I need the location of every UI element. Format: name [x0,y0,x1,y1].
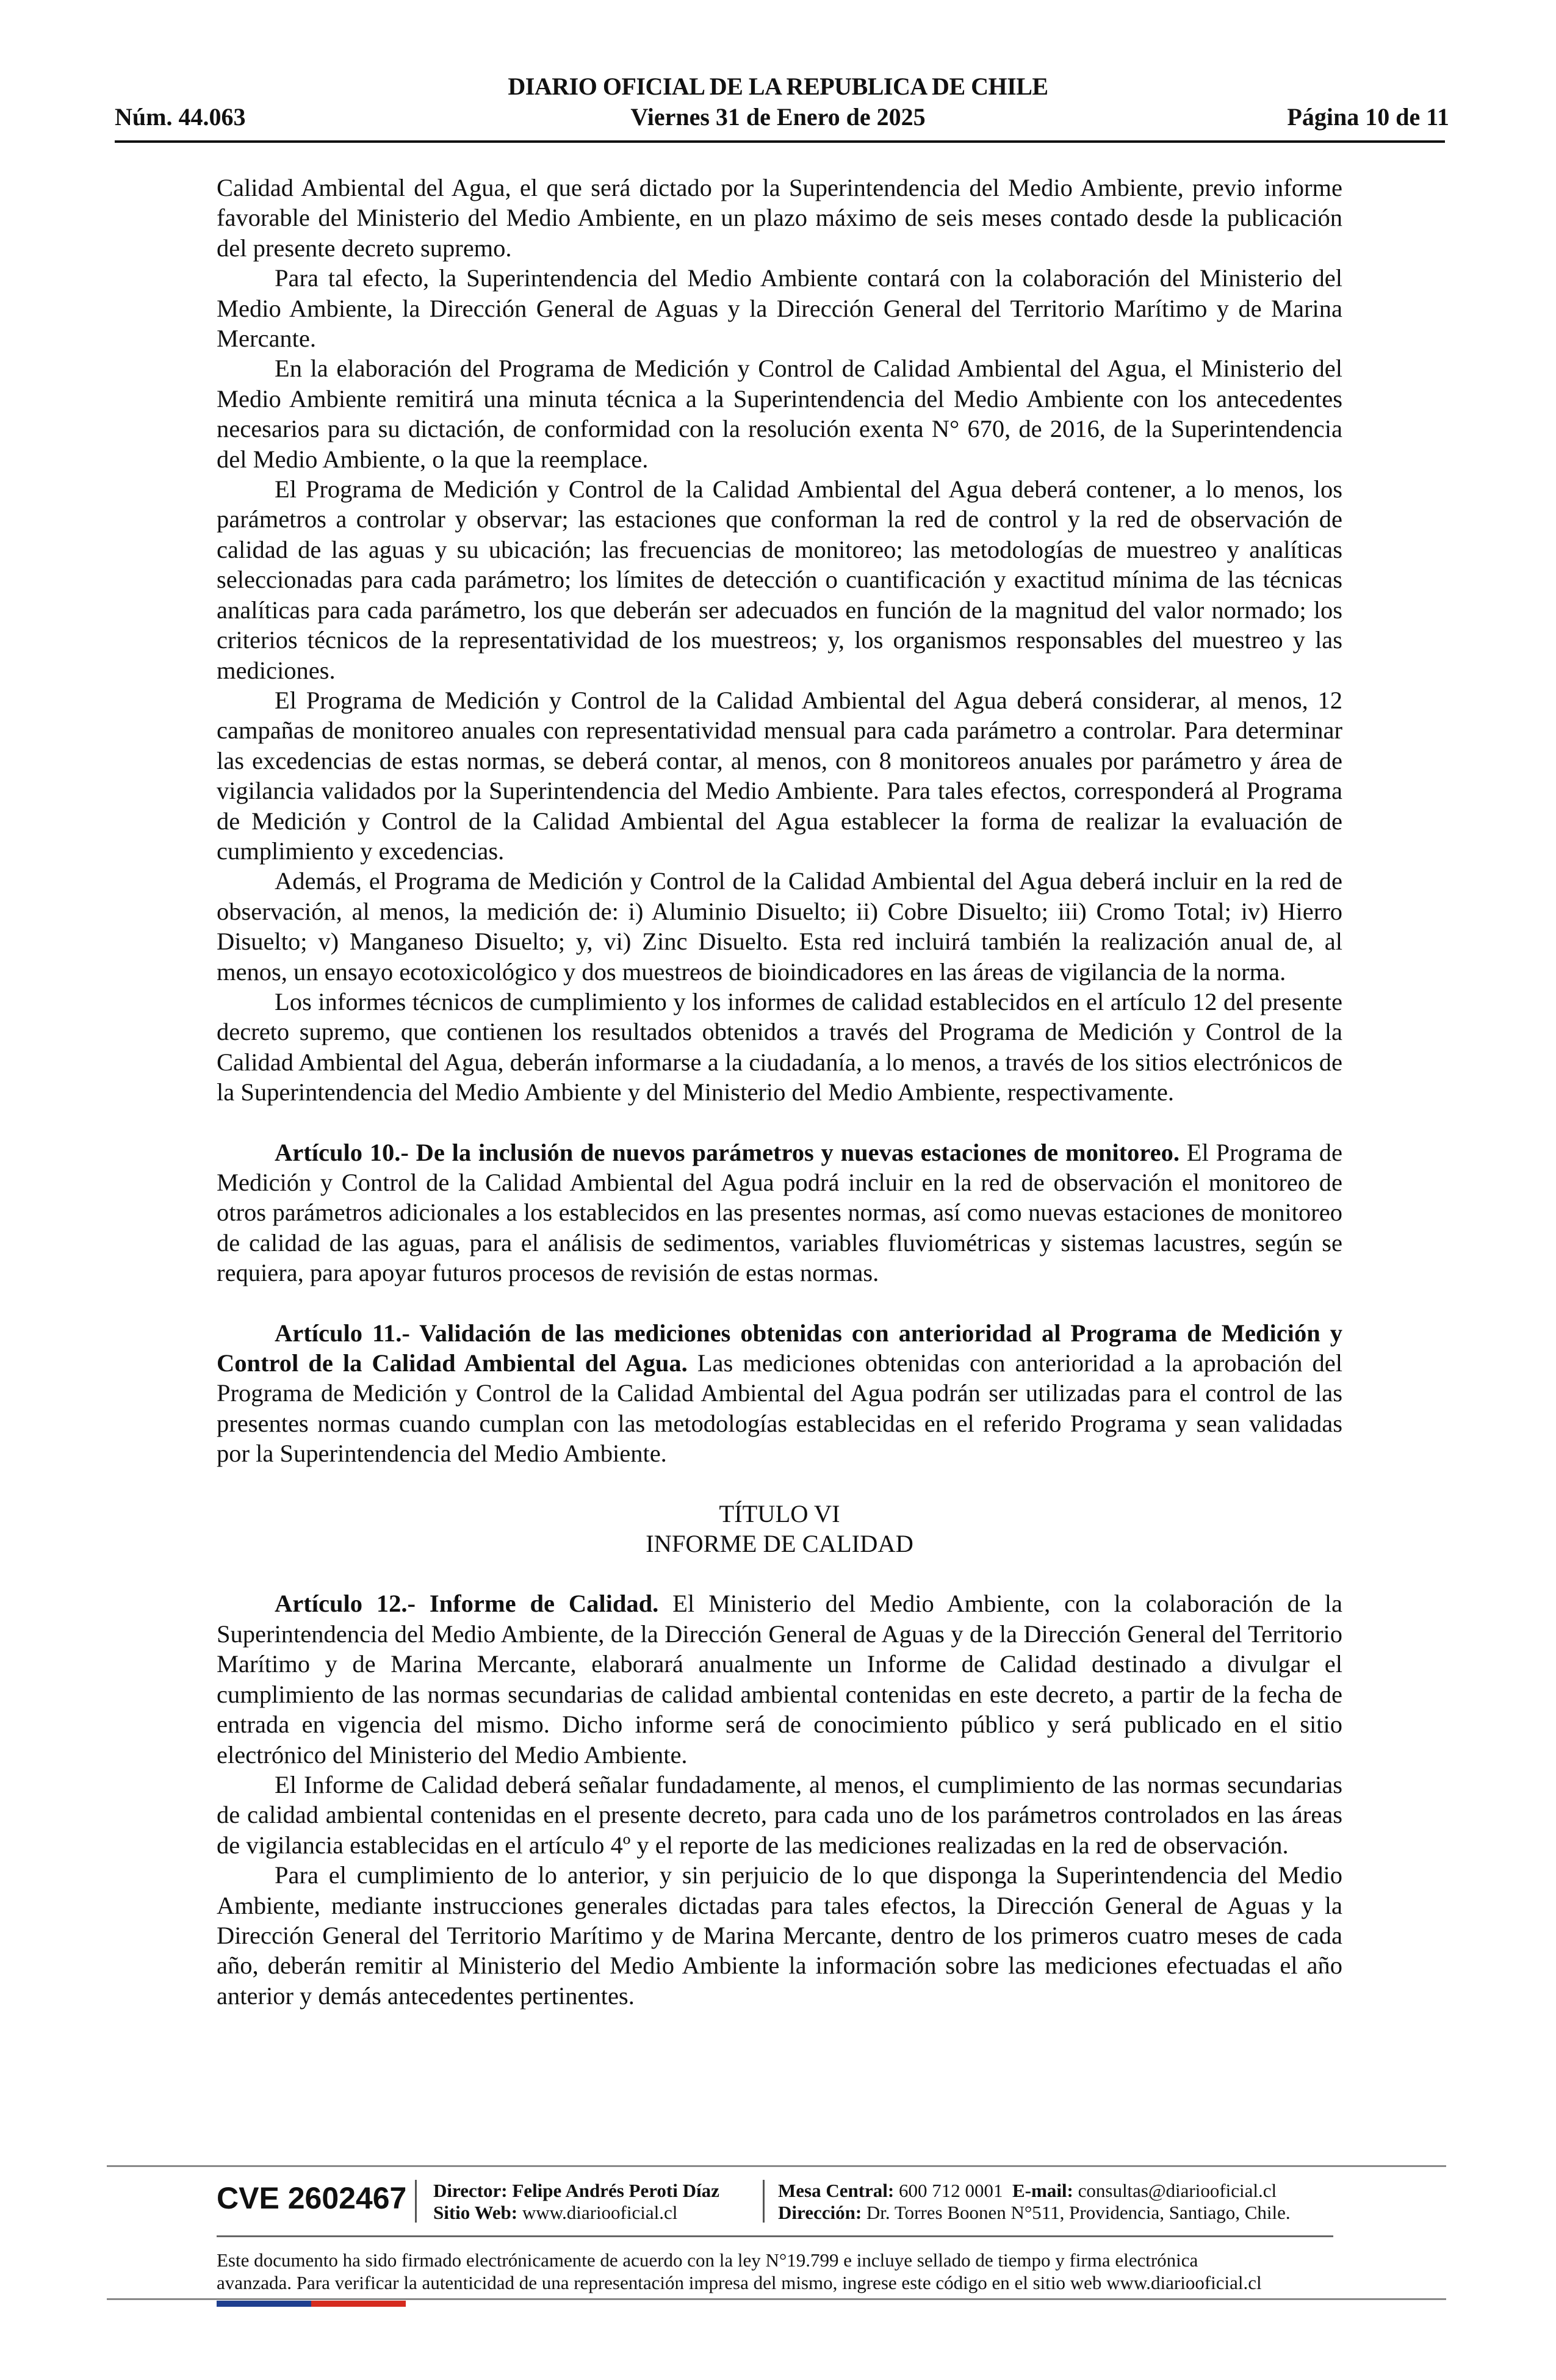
paragraph: El Informe de Calidad deberá señalar fundadamente, al menos, el cumplimiento de las normas secundarias de calidad ambiental contenidas en el presente decreto, para cada uno de los parámetros controlados en las áreas de vigilancia establecidas en el artículo 4º y el reporte de las mediciones realizadas en la red de observación. [217,1770,1342,1859]
footer-director-block [433,2180,719,2224]
flag-stripe-blue [217,2301,311,2307]
mesa-phone: 600 712 0001 [899,2180,1003,2201]
section-number: TÍTULO VI [719,1499,840,1527]
article-12-text: El Ministerio del Medio Ambiente, con la colaboración de la Superintendencia del Medio Ambiente, de la Dirección General de Aguas y de la Dirección General del Territorio Marítimo y de Marina Mercante, elaborará anualmente un Informe de Calidad destinado a divulgar el cumplimiento de las normas secundarias de calidad ambiental contenidas en este decreto, a partir de la fecha de entrada en vigencia del mismo. Dicho informe será de conocimiento público y será publicado en el sitio electrónico del Ministerio del Medio Ambiente. [217,1590,1342,1769]
paragraph: El Programa de Medición y Control de la Calidad Ambiental del Agua deberá considerar, al menos, 12 campañas de monitoreo anuales con representatividad mensual para cada parámetro a controlar. Para determinar las excedencias de estas normas, se deberá contar, al menos, con 8 monitoreos anuales por parámetro y área de vigilancia validados por la Superintendencia del Medio Ambiente. Para tales efectos, corresponderá al Programa de Medición y Control de la Calidad Ambiental del Agua establecer la forma de realizar la evaluación de cumplimiento y excedencias. [217,686,1342,865]
flag-stripe-red [311,2301,406,2307]
article-10-text: El Programa de Medición y Control de la Calidad Ambiental del Agua podrá incluir en la red de observación el monitoreo de otros parámetros adicionales a los establecidos en las presentes normas, así como nuevas estaciones de monitoreo de calidad de las aguas, para el análisis de sedimentos, variables fluviométricas y sistemas lacustres, según se requiera, para apoyar futuros procesos de revisión de estas normas. [217,1138,1343,1287]
paragraph: Además, el Programa de Medición y Control de la Calidad Ambiental del Agua deberá incluir en la red de observación, al menos, la medición de: i) Aluminio Disuelto; ii) Cobre Disuelto; iii) Cromo Total; iv) Hierro Disuelto; v) Manganeso Disuelto; y, vi) Zinc Disuelto. Esta red incluirá también la realización anual de, al menos, un ensayo ecotoxicológico y dos muestreos de bioindicadores en las áreas de vigilancia de la norma. [217,867,1342,986]
section-name: INFORME DE CALIDAD [646,1530,913,1558]
mesa-label: Mesa Central: [778,2180,895,2201]
site-label: Sitio Web: [433,2202,518,2223]
footer-separator [415,2180,417,2223]
article-11-text: Las mediciones obtenidas con anterioridad a la aprobación del Programa de Medición y Control de la Calidad Ambiental del Agua podrán ser utilizadas para el control de las presentes normas cuando cumplan con las metodologías establecidas en el referido Programa y sean validadas por la Superintendencia del Medio Ambiente. [217,1349,1342,1468]
article-11 [217,1318,1342,1469]
director-name: Felipe Andrés Peroti Díaz [512,2180,719,2201]
paragraph: Para tal efecto, la Superintendencia del Medio Ambiente contará con la colaboración del Ministerio del Medio Ambiente, la Dirección General de Aguas y la Dirección General del Territorio Marítimo y de Marina Mercante. [217,264,1342,353]
header-divider [115,140,1445,143]
email-label: E-mail: [1012,2180,1073,2201]
paragraph: Los informes técnicos de cumplimiento y los informes de calidad establecidos en el artículo 12 del presente decreto supremo, que contienen los resultados obtenidos a través del Programa de Medición y Control de la Calidad Ambiental del Agua, deberán informarse a la ciudadanía, a lo menos, a través de los sitios electrónicos de la Superintendencia del Medio Ambiente y del Ministerio del Medio Ambiente, respectivamente. [217,987,1342,1106]
footer-separator [763,2180,765,2223]
article-10 [217,1138,1342,1288]
email-link[interactable]: consultas@diariooficial.cl [1078,2180,1277,2201]
cve-code: CVE 2602467 [217,2181,407,2215]
article-body [217,173,1342,2011]
footer-divider-middle [217,2235,1333,2237]
article-12-title: Artículo 12.- Informe de Calidad. [275,1590,659,1618]
article-10-title: Artículo 10.- De la inclusión de nuevos parámetros y nuevas estaciones de monitoreo. [275,1138,1180,1166]
issue-number: Núm. 44.063 [115,103,246,131]
legal-line: avanzada. Para verificar la autenticidad de una representación impresa del mismo, ingrese este código en el sitio web www.diariooficial.cl [217,2272,1262,2293]
footer-divider-bottom [107,2298,1446,2300]
legal-line: Este documento ha sido firmado electrónicamente de acuerdo con la ley N°19.799 e incluye sellado de tiempo y firma electrónica [217,2249,1198,2271]
legal-notice [217,2249,1376,2294]
section-title [217,1499,1342,1559]
issue-date: Viernes 31 de Enero de 2025 [630,103,926,131]
paragraph: En la elaboración del Programa de Medición y Control de Calidad Ambiental del Agua, el Ministerio del Medio Ambiente remitirá una minuta técnica a la Superintendencia del Medio Ambiente con los antecedentes necesarios para su dictación, de conformidad con la resolución exenta N° 670, de 2016, de la Superintendencia del Medio Ambiente, o la que la reemplace. [217,355,1342,473]
address-label: Dirección: [778,2202,862,2223]
site-link[interactable]: www.diariooficial.cl [522,2202,678,2223]
footer-divider-top [107,2165,1446,2167]
paragraph: Calidad Ambiental del Agua, el que será dictado por la Superintendencia del Medio Ambiente, previo informe favorable del Ministerio del Medio Ambiente, en un plazo máximo de seis meses contado desde la publicación del presente decreto supremo. [217,174,1342,262]
article-11-title: Artículo 11.- Validación de las mediciones obtenidas con anterioridad al Programa de Medición y Control de la Calidad Ambiental del Agua. [217,1319,1342,1377]
address: Dr. Torres Boonen N°511, Providencia, Santiago, Chile. [866,2202,1291,2223]
paragraph: Para el cumplimiento de lo anterior, y sin perjuicio de lo que disponga la Superintendencia del Medio Ambiente, mediante instrucciones generales dictadas para tales efectos, la Dirección General de Aguas y la Dirección General del Territorio Marítimo y de Marina Mercante, dentro de los primeros cuatro meses de cada año, deberán remitir al Ministerio del Medio Ambiente la información sobre las mediciones efectuadas el año anterior y demás antecedentes pertinentes. [217,1861,1342,2010]
newspaper-title: DIARIO OFICIAL DE LA REPUBLICA DE CHILE [508,73,1048,100]
paragraph: El Programa de Medición y Control de la Calidad Ambiental del Agua deberá contener, a lo menos, los parámetros a controlar y observar; las estaciones que conforman la red de control y la red de observación de calidad de las aguas y su ubicación; las frecuencias de monitoreo; las metodologías de muestreo y analíticas seleccionadas para cada parámetro; los límites de detección o cuantificación y exactitud mínima de las técnicas analíticas para cada parámetro, los que deberán ser adecuados en función de la magnitud del valor normado; los criterios técnicos de la representatividad de los muestreos; y, los organismos responsables del muestreo y las mediciones. [217,475,1342,684]
page-number: Página 10 de 11 [1287,103,1449,131]
footer-contact-block [778,2180,1291,2224]
director-label: Director: [433,2180,508,2201]
article-12 [217,1588,1342,1769]
